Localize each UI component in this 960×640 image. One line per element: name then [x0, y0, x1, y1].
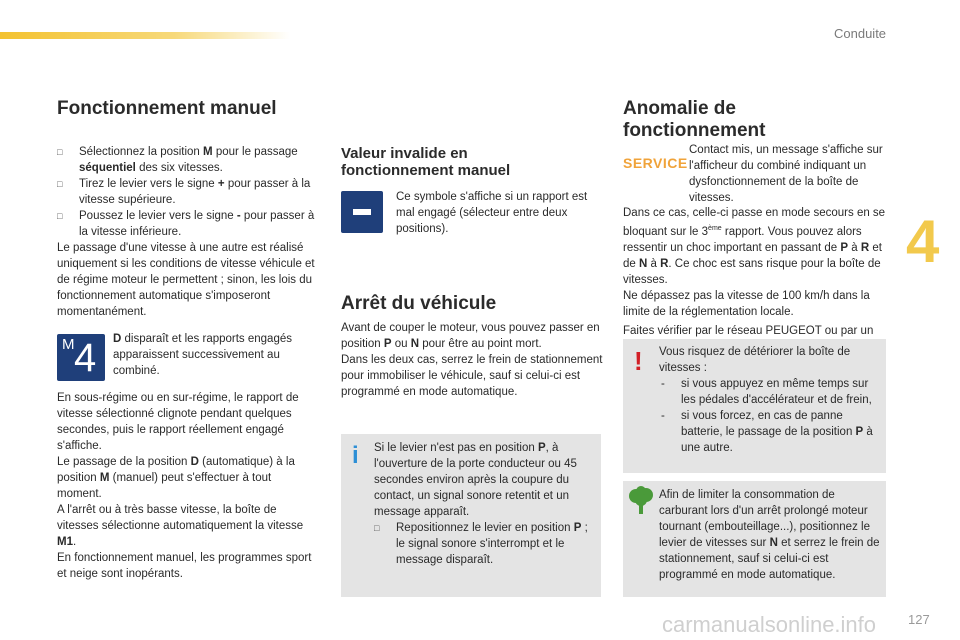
m4-number: 4	[74, 336, 97, 380]
service-warning-icon: SERVICE	[623, 155, 688, 171]
paragraph: Dans les deux cas, serrez le frein de stationnement pour immobiliser le véhicule, sauf si celui-ci est programmé en mode automatique.	[341, 354, 603, 398]
m4-gear-indicator-icon	[57, 334, 105, 381]
page-number: 127	[908, 612, 930, 627]
bullet-item: □ Sélectionnez la position M pour le passage séquentiel des six vitesses.	[57, 144, 319, 176]
section-title: Conduite	[834, 26, 887, 41]
bullet-item: □ Poussez le levier vers le signe - pour passer à la vitesse inférieure.	[57, 208, 319, 240]
paragraph: Dans ce cas, celle-ci passe en mode secours en se bloquant sur le 3ème rapport. Vous pouvez alors ressentir un choc important en passant de P à R et de N à R. Ce choc est sans risque pour la boîte de vitesses.	[623, 207, 886, 286]
paragraph: Ne dépassez pas la vitesse de 100 km/h dans la limite de la réglementation locale.	[623, 289, 870, 318]
eco-tree-icon	[628, 486, 654, 516]
manual-bullets	[57, 144, 319, 320]
paragraph: Si le levier n'est pas en position P, à l'ouverture de la porte conducteur ou 45 secondes environ après la coupure du contact, un signal sonore retentit et un message apparaît.	[374, 442, 577, 518]
stop-text	[341, 320, 603, 400]
invalid-text: Ce symbole s'affiche si un rapport est mal engagé (sélecteur entre deux positions).	[396, 191, 588, 235]
warning-exclamation-icon: !	[634, 346, 643, 376]
dash-item: - si vous forcez, en cas de panne batterie, le passage de la position P à une autre.	[659, 408, 879, 456]
info-text	[374, 440, 590, 568]
service-text: Contact mis, un message s'affiche sur l'afficheur du combiné indiquant un dysfonctionnement de la boîte de vitesses.	[689, 144, 883, 204]
info-icon: i	[352, 442, 359, 469]
watermark: carmanualsonline.info	[662, 612, 877, 637]
paragraph: Le passage d'une vitesse à une autre est réalisé uniquement si les conditions de vitesse véhicule et de régime moteur le permettent ; sinon, les lois du fonctionnement automatique s'imposeront momentanément.	[57, 242, 315, 318]
paragraph: Faites vérifier par le réseau PEUGEOT ou par un	[623, 324, 874, 337]
stop-heading: Arrêt du véhicule	[341, 293, 497, 314]
paragraph: Avant de couper le moteur, vous pouvez passer en position P ou N pour être au point mort.	[341, 322, 600, 350]
paragraph: A l'arrêt ou à très basse vitesse, la boîte de vitesses sélectionne automatiquement la vitesse M1.	[57, 504, 304, 548]
bullet-item: □ Tirez le levier vers le signe + pour passer à la vitesse supérieure.	[57, 176, 319, 208]
chapter-number: 4	[906, 208, 940, 275]
m4-letter: M	[62, 336, 75, 353]
eco-text: Afin de limiter la consommation de carburant lors d'un arrêt prolongé moteur tournant (embouteillage...), positionnez le levier de vitesses sur N et serrez le frein de stationnement, sauf si celui-ci est programmé en mode automatique.	[659, 489, 880, 581]
invalid-gear-minus-icon	[341, 191, 383, 233]
d-paragraph: D disparaît et les rapports engagés apparaissent successivement au combiné.	[113, 333, 292, 377]
warning-text	[659, 344, 879, 456]
invalid-heading: Valeur invalide en fonctionnement manuel	[341, 145, 511, 179]
anomaly-heading: Anomalie de fonctionnement	[623, 98, 766, 141]
paragraph: Vous risquez de détériorer la boîte de vitesses :	[659, 346, 851, 374]
paragraph: En sous-régime ou en sur-régime, le rapport de vitesse sélectionné clignote pendant quelques secondes, puis le rapport réellement engagé s'affiche.	[57, 392, 299, 452]
manual-heading: Fonctionnement manuel	[57, 98, 277, 119]
paragraph: En fonctionnement manuel, les programmes sport et neige sont inopérants.	[57, 552, 312, 580]
header-accent-bar	[0, 32, 290, 39]
manual-lower-text	[57, 390, 319, 582]
anomaly-text	[623, 205, 888, 355]
paragraph: Le passage de la position D (automatique) à la position M (manuel) peut s'effectuer à tout moment.	[57, 456, 295, 500]
bullet-item: □ Repositionnez le levier en position P ; le signal sonore s'interrompt et le message disparaît.	[374, 520, 590, 568]
dash-item: - si vous appuyez en même temps sur les pédales d'accélérateur et de frein,	[659, 376, 879, 408]
